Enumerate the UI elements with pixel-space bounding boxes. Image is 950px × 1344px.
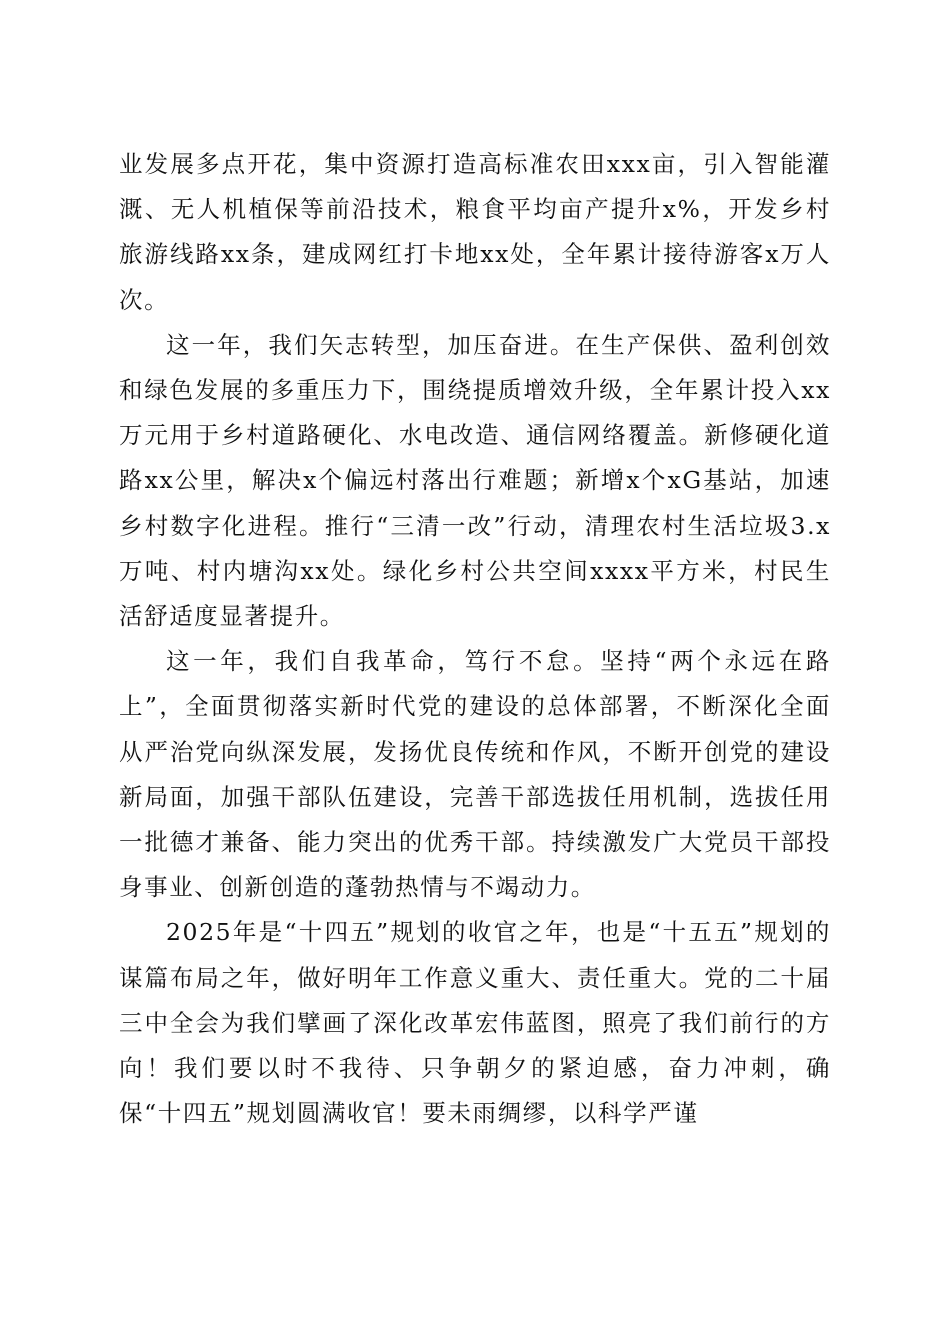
paragraph-self-revolution: 这一年，我们自我革命，笃行不怠。坚持“两个永远在路上”，全面贯彻落实新时代党的建设的总体部署，不断深化全面从严治党向纵深发展，发扬优良传统和作风，不断开创党的建设新局面，加强干部队伍建设，完善干部选拔任用机制，选拔任用一批德才兼备、能力突出的优秀干部。持续激发广大党员干部投身事业、创新创造的蓬勃热情与不竭动力。 [119, 647, 831, 902]
paragraph-2025-outlook: 2025年是“十四五”规划的收官之年，也是“十五五”规划的谋篇布局之年，做好明年工作意义重大、责任重大。党的二十届三中全会为我们擘画了深化改革宏伟蓝图，照亮了我们前行的方向！我们要以时不我待、只争朝夕的紧迫感，奋力冲刺，确保“十四五”规划圆满收官！要未雨绸缪，以科学严谨 [119, 918, 831, 1128]
paragraph-continuation: 业发展多点开花，集中资源打造高标准农田xxx亩，引入智能灌溉、无人机植保等前沿技术，粮食平均亩产提升x%，开发乡村旅游线路xx条，建成网红打卡地xx处，全年累计接待游客x万人次。 [119, 150, 831, 314]
document-body [119, 142, 831, 1136]
paragraph-transformation: 这一年，我们矢志转型，加压奋进。在生产保供、盈利创效和绿色发展的多重压力下，围绕提质增效升级，全年累计投入xx万元用于乡村道路硬化、水电改造、通信网络覆盖。新修硬化道路xx公里，解决x个偏远村落出行难题；新增x个xG基站，加速乡村数字化进程。推行“三清一改”行动，清理农村生活垃圾3.x万吨、村内塘沟xx处。绿化乡村公共空间xxxx平方米，村民生活舒适度显著提升。 [119, 330, 831, 631]
